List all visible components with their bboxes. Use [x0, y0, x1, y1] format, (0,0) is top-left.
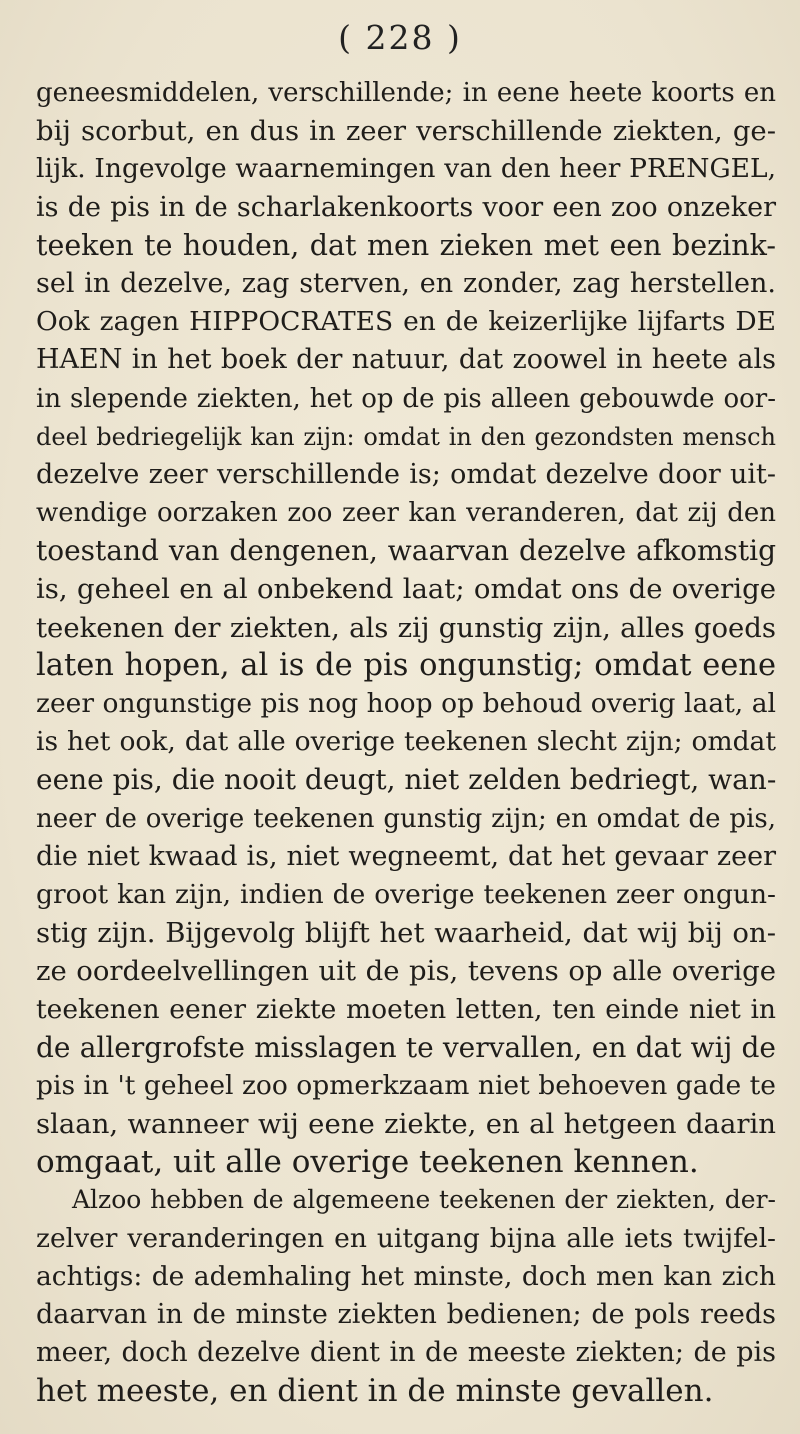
- text-line: geneesmiddelen, verschillende; in eene heete koorts en: [36, 78, 776, 108]
- text-line: is de pis in de scharlakenkoorts voor een zoo onzeker: [36, 191, 776, 223]
- text-line: zelver veranderingen en uitgang bijna alle iets twijfel-: [36, 1222, 776, 1254]
- text-line: Alzoo hebben de algemeene teekenen der ziekten, der-: [72, 1185, 776, 1215]
- text-line: sel in dezelve, zag sterven, en zonder, zag herstellen.: [36, 267, 776, 299]
- text-line: Ook zagen HIPPOCRATES en de keizerlijke lijfarts DE: [36, 306, 776, 338]
- text-line: pis in 't geheel zoo opmerkzaam niet behoeven gade te: [36, 1069, 776, 1101]
- text-line: meer, doch dezelve dient in de meeste ziekten; de pis: [36, 1337, 776, 1369]
- text-line: slaan, wanneer wij eene ziekte, en al hetgeen daarin: [36, 1108, 776, 1141]
- text-line: het meeste, en dient in de minste gevallen.: [36, 1373, 714, 1410]
- text-line: laten hopen, al is de pis ongunstig; omdat eene: [36, 647, 776, 683]
- text-line: zeer ongunstige pis nog hoop op behoud overig laat, al: [36, 688, 776, 719]
- text-line: in slepende ziekten, het op de pis alleen gebouwde oor-: [36, 383, 776, 414]
- text-line: toestand van dengenen, waarvan dezelve afkomstig: [36, 534, 776, 568]
- text-line: dezelve zeer verschillende is; omdat dezelve door uit-: [36, 458, 776, 490]
- text-line: de allergrofste misslagen te vervallen, en dat wij de: [36, 1030, 776, 1064]
- text-line: teeken te houden, dat men zieken met een bezink-: [36, 228, 776, 262]
- text-line: deel bedriegelijk kan zijn: omdat in den gezondsten mensch: [36, 422, 776, 451]
- text-line: wendige oorzaken zoo zeer kan veranderen, dat zij den: [36, 498, 776, 529]
- text-line: groot kan zijn, indien de overige teekenen zeer ongun-: [36, 878, 776, 910]
- text-line: teekenen eener ziekte moeten letten, ten einde niet in: [36, 993, 776, 1025]
- text-line: is, geheel en al onbekend laat; omdat ons de overige: [36, 573, 776, 606]
- text-line: bij scorbut, en dus in zeer verschillende ziekten, ge-: [36, 115, 776, 148]
- text-line: teekenen der ziekten, als zij gunstig zijn, alles goeds: [36, 611, 776, 644]
- text-line: achtigs: de ademhaling het minste, doch men kan zich: [36, 1260, 776, 1292]
- text-line: neer de overige teekenen gunstig zijn; en omdat de pis,: [36, 803, 776, 834]
- text-line: stig zijn. Bijgevolg blijft het waarheid, dat wij bij on-: [36, 917, 776, 950]
- text-line: eene pis, die nooit deugt, niet zelden bedriegt, wan-: [36, 763, 777, 797]
- text-line: ze oordeelvellingen uit de pis, tevens op alle overige: [36, 955, 776, 988]
- page-number: ( 228 ): [338, 18, 462, 57]
- text-line: HAEN in het boek der natuur, dat zoowel in heete als: [36, 344, 776, 376]
- text-line: is het ook, dat alle overige teekenen slecht zijn; omdat: [36, 726, 776, 758]
- text-line: omgaat, uit alle overige teekenen kennen.: [36, 1144, 699, 1181]
- text-line: lijk. Ingevolge waarnemingen van den heer PRENGEL,: [36, 153, 776, 185]
- body-text: [36, 74, 776, 1411]
- text-line: die niet kwaad is, niet wegneemt, dat het gevaar zeer: [36, 840, 776, 872]
- text-line: daarvan in de minste ziekten bedienen; de pols reeds: [36, 1299, 776, 1330]
